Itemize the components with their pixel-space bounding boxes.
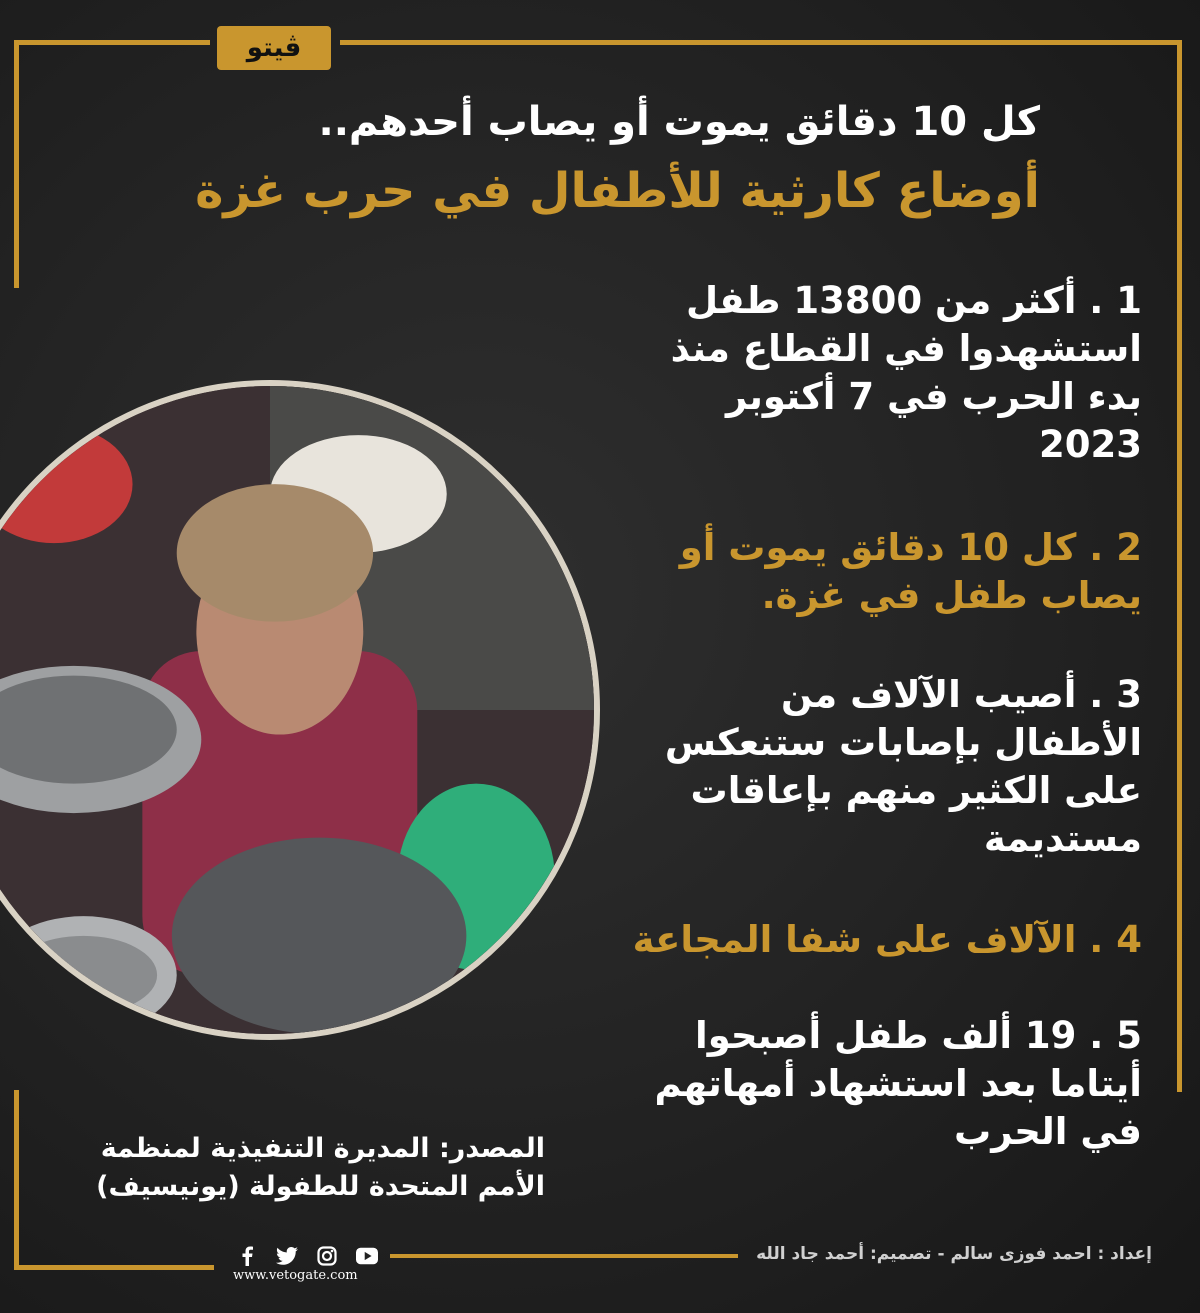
headline: كل 10 دقائق يموت أو يصاب أحدهم.. [318,99,1040,145]
credits-divider [390,1254,738,1258]
website-url[interactable]: www.vetogate.com [233,1268,358,1283]
subheadline: أوضاع كارثية للأطفال في حرب غزة [195,163,1040,219]
point-2: 2 . كل 10 دقائق يموت أو يصاب طفل في غزة. [679,526,1142,617]
social-links [236,1245,378,1267]
brand-logo[interactable]: ڤيتو [217,26,331,70]
point-4: 4 . الآلاف على شفا المجاعة [632,918,1142,961]
point-5: 5 . 19 ألف طفل أصبحوا أيتاما بعد استشهاد أمهاتهم في الحرب [654,1014,1142,1153]
twitter-icon[interactable] [276,1245,298,1267]
point-3: 3 . أصيب الآلاف من الأطفال بإصابات ستنعكس على الكثير منهم بإعاقات مستديمة [664,673,1142,860]
frame-line-right [1177,40,1182,1092]
frame-line-left-top [14,40,19,288]
credits: إعداد : احمد فوزى سالم - تصميم: أحمد جاد الله [756,1244,1152,1264]
point-1: 1 . أكثر من 13800 طفل استشهدوا في القطاع منذ بدء الحرب في 7 أكتوبر 2023 [670,279,1142,466]
children-photo [0,380,600,1040]
frame-line-left-bottom [14,1090,19,1270]
frame-line-top-left [14,40,210,45]
frame-line-bottom [14,1265,214,1270]
youtube-icon[interactable] [356,1245,378,1267]
source-note: المصدر: المديرة التنفيذية لمنظمة الأمم المتحدة للطفولة (يونيسيف) [96,1133,545,1202]
instagram-icon[interactable] [316,1245,338,1267]
frame-line-top-right [340,40,1182,45]
facebook-icon[interactable] [236,1245,258,1267]
